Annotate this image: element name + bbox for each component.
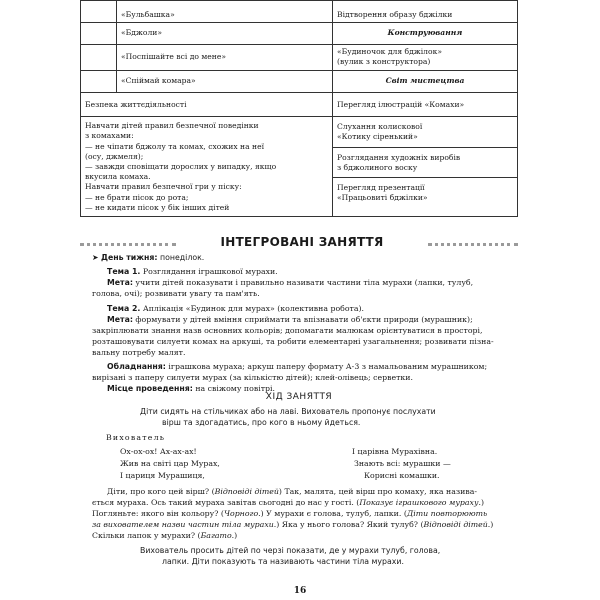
poem-line: І цариця Мурашиця, (120, 471, 205, 480)
table-cell-safety-rules (81, 117, 333, 217)
dialog-line (92, 508, 487, 520)
page-number: 16 (293, 586, 307, 596)
outro-line: Вихователь просить дітей по черзі показати, де у мурахи тулуб, голова, (140, 546, 441, 555)
place-value: на свіжому повітрі. (192, 384, 275, 393)
dialog-text: Скільки лапок у мурахи? ( (92, 531, 201, 540)
dialog-text: .) (231, 531, 238, 540)
table-cell: Безпека життєдіяльності (81, 93, 333, 117)
goal-2-cont: розташовувати силуети комах на аркуші, та робити елементарні узагальнення; розвивати пізна- (92, 337, 494, 346)
outro-line: лапки. Діти показують та називають частини тіла мурахи. (162, 557, 404, 566)
art-item (333, 117, 517, 147)
equipment-label: Обладнання: (107, 362, 166, 371)
poem-line: І царівна Мурахівна. (352, 447, 438, 456)
day-value: понеділок. (157, 253, 205, 262)
equipment-cont: вирізані з паперу силуети мурах (за кількістю дітей); клей-олівець; серветки. (92, 373, 413, 382)
table-cell: «Бульбашка» (117, 1, 333, 23)
art-item-line: Слухання колискової (337, 122, 423, 132)
table-cell-heading: Світ мистецтва (333, 71, 518, 93)
dotted-divider (428, 243, 518, 246)
dialog-italic: Діти повторюють (406, 509, 488, 518)
goal-2-cont: закріплювати знання назв основних кольорів; допомагати малюкам орієнтуватися в просторі, (92, 326, 483, 335)
table-cell: «Поспішайте всі до мене» (117, 45, 333, 71)
dialog-text: ) Яка у нього голова? Який тулуб? ( (276, 520, 424, 529)
poem-left (120, 446, 220, 482)
poem-line: Знають всі: мурашки — (354, 459, 451, 468)
art-item (333, 148, 517, 178)
poem-right (352, 446, 451, 482)
art-item-line: Перегляд презентації (337, 183, 425, 193)
goal-2-label: Мета: (107, 315, 133, 324)
dialog-line (92, 519, 493, 531)
dialog-line (107, 486, 477, 498)
safety-line: Навчати правил безпечної гри у піску: (85, 182, 242, 192)
theme-2-text: Аплікація «Будинок для мурах» (колективна робота). (140, 304, 365, 313)
theme-2 (107, 303, 364, 315)
section-title: ІНТЕГРОВАНІ ЗАНЯТТЯ (220, 235, 384, 249)
dialog-text: .) У мурахи є голова, тулуб, лапки. ( (258, 509, 407, 518)
safety-line: — не кидати пісок у бік інших дітей (85, 202, 230, 212)
table-cell (81, 71, 117, 93)
safety-line: вкусила комаха. (85, 172, 151, 182)
day-of-week (92, 252, 204, 264)
table-cell (81, 1, 117, 23)
safety-line: (осу, джмеля); (85, 151, 144, 161)
dialog-italic: Відповіді дітей (214, 487, 279, 496)
goal-1 (107, 277, 473, 289)
theme-1-label: Тема 1. (107, 267, 141, 276)
goal-2 (107, 314, 473, 326)
theme-1-text: Розглядання іграшкової мурахи. (140, 267, 278, 276)
art-item-line: з бджолиного воску (337, 162, 418, 172)
theme-1 (107, 266, 278, 278)
safety-line: — не брати пісок до рота; (85, 192, 189, 202)
goal-1-line: учити дітей показувати і правильно називати частини тіла мурахи (лапки, тулуб, (132, 278, 474, 287)
table-cell-art-activities (333, 117, 518, 217)
dialog-line (92, 497, 484, 509)
art-item (333, 178, 517, 207)
dialog-italic: Багато (200, 531, 232, 540)
day-label: День тижня: (101, 253, 158, 262)
theme-2-label: Тема 2. (107, 304, 141, 313)
safety-line: — завжди сповіщати дорослих у випадку, якщо (85, 162, 277, 172)
art-item-line: «Працьовиті бджілки» (337, 193, 428, 203)
dialog-text: Погляньте: якого він кольору? ( (92, 509, 224, 518)
safety-line: Навчати дітей правил безпечної поведінки (85, 121, 259, 131)
dialog-text: Діти, про кого цей вірш? ( (107, 487, 215, 496)
table-cell-line: «Будиночок для бджілок» (337, 47, 442, 57)
dialog-line (92, 530, 237, 542)
dialog-text: ) (480, 498, 484, 507)
table-cell (81, 23, 117, 45)
art-item-line: «Котику сіренький» (337, 132, 418, 142)
dialog-italic: Відповіді дітей. (423, 520, 491, 529)
table-cell (81, 45, 117, 71)
table-cell (333, 45, 518, 71)
table-cell-heading: Конструювання (333, 23, 518, 45)
dialog-italic: Чорного (223, 509, 259, 518)
poem-line: Ох-ох-ох! Ах-ах-ах! (120, 447, 197, 456)
goal-1-label: Мета: (107, 278, 133, 287)
safety-line: — не чіпати бджолу та комах, схожих на неї (85, 141, 265, 151)
poem-line: Жив на світі цар Мурах, (120, 459, 220, 468)
dialog-text: ється мураха. Ось такий мураха завітав сьогодні до нас у гості. ( (92, 498, 360, 507)
table-cell: «Спіймай комара» (117, 71, 333, 93)
intro-line: Діти сидять на стільчиках або на лаві. Вихователь пропонує послухати (140, 407, 436, 416)
dialog-text: ) Так, малята, цей вірш про комаху, яка назива- (278, 487, 477, 496)
dotted-divider (80, 243, 176, 246)
goal-2-line: формувати у дітей вміння сприймати та впізнавати об'єкти природи (мурашник); (132, 315, 473, 324)
table-cell-line: (вулик з конструктора) (337, 57, 431, 67)
table-cell: Перегляд ілюстрацій «Комахи» (333, 93, 518, 117)
art-item-line: Розглядання художніх виробів (337, 152, 461, 162)
safety-line: з комахами: (85, 131, 134, 141)
equipment (107, 361, 487, 373)
dialog-text: ) (490, 520, 494, 529)
table-cell: Відтворення образу бджілки (333, 1, 518, 23)
dialog-italic: за вихователем назви частин тіла мурахи. (92, 520, 277, 529)
poem-line: Корисні комашки. (364, 471, 440, 480)
equipment-line: іграшкова мураха; аркуш паперу формату А-3 з намальованим мурашником; (165, 362, 488, 371)
table-cell: «Бджоли» (117, 23, 333, 45)
speaker: Вихователь (106, 433, 166, 442)
goal-1-cont: голова, очі); розвивати увагу та пам'ять. (92, 289, 260, 298)
activities-table (80, 0, 518, 217)
intro-line: вірш та здогадатись, про кого в ньому йдеться. (162, 418, 361, 427)
section-header (80, 236, 518, 250)
lesson-progress-title: ХІД ЗАНЯТТЯ (265, 392, 333, 402)
bullet-arrow-icon: ➤ (92, 253, 102, 262)
place-label: Місце проведення: (107, 384, 193, 393)
goal-2-cont: вальну потребу малят. (92, 348, 186, 357)
dialog-italic: Показує іграшкового мураху. (359, 498, 481, 507)
